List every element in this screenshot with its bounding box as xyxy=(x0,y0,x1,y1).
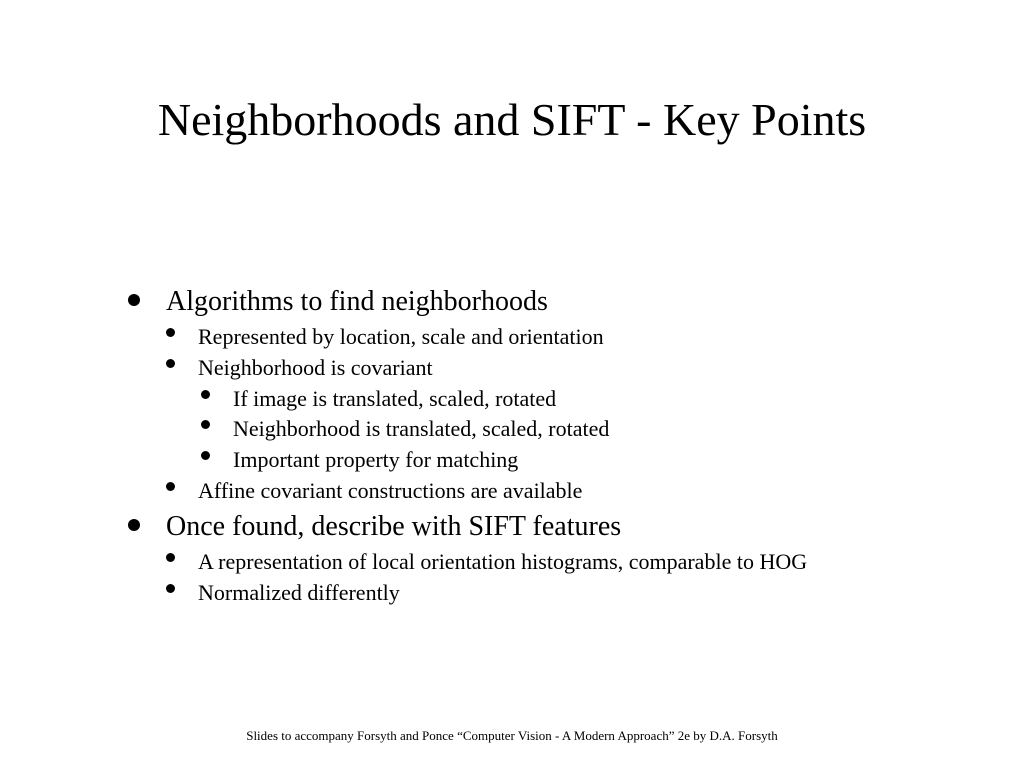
bullet-icon xyxy=(166,359,175,368)
bullet-icon xyxy=(201,420,210,429)
bullet-text: If image is translated, scaled, rotated xyxy=(233,386,557,411)
bullet-text: Normalized differently xyxy=(198,580,400,605)
bullet-icon xyxy=(201,390,210,399)
bullet-text: Algorithms to find neighborhoods xyxy=(166,286,548,317)
slide-footer: Slides to accompany Forsyth and Ponce “Computer Vision - A Modern Approach” 2e by D.A. Forsyth xyxy=(246,728,778,743)
bullet-text: Neighborhood is covariant xyxy=(198,355,433,380)
bullet-text: Once found, describe with SIFT features xyxy=(166,511,622,542)
bullet-text: A representation of local orientation histograms, comparable to HOG xyxy=(198,549,808,574)
bullet-text: Affine covariant constructions are available xyxy=(198,478,583,503)
bullet-text: Represented by location, scale and orientation xyxy=(198,324,604,349)
bullet-icon xyxy=(166,328,175,337)
bullet-icon xyxy=(166,553,175,562)
slide-title: Neighborhoods and SIFT - Key Points xyxy=(157,94,867,145)
bullet-text: Important property for matching xyxy=(233,447,519,472)
bullet-icon xyxy=(166,584,175,593)
bullet-icon xyxy=(128,519,140,531)
bullet-icon xyxy=(166,482,175,491)
bullet-text: Neighborhood is translated, scaled, rotated xyxy=(233,416,610,441)
bullet-icon xyxy=(128,294,140,306)
bullet-icon xyxy=(201,451,210,460)
